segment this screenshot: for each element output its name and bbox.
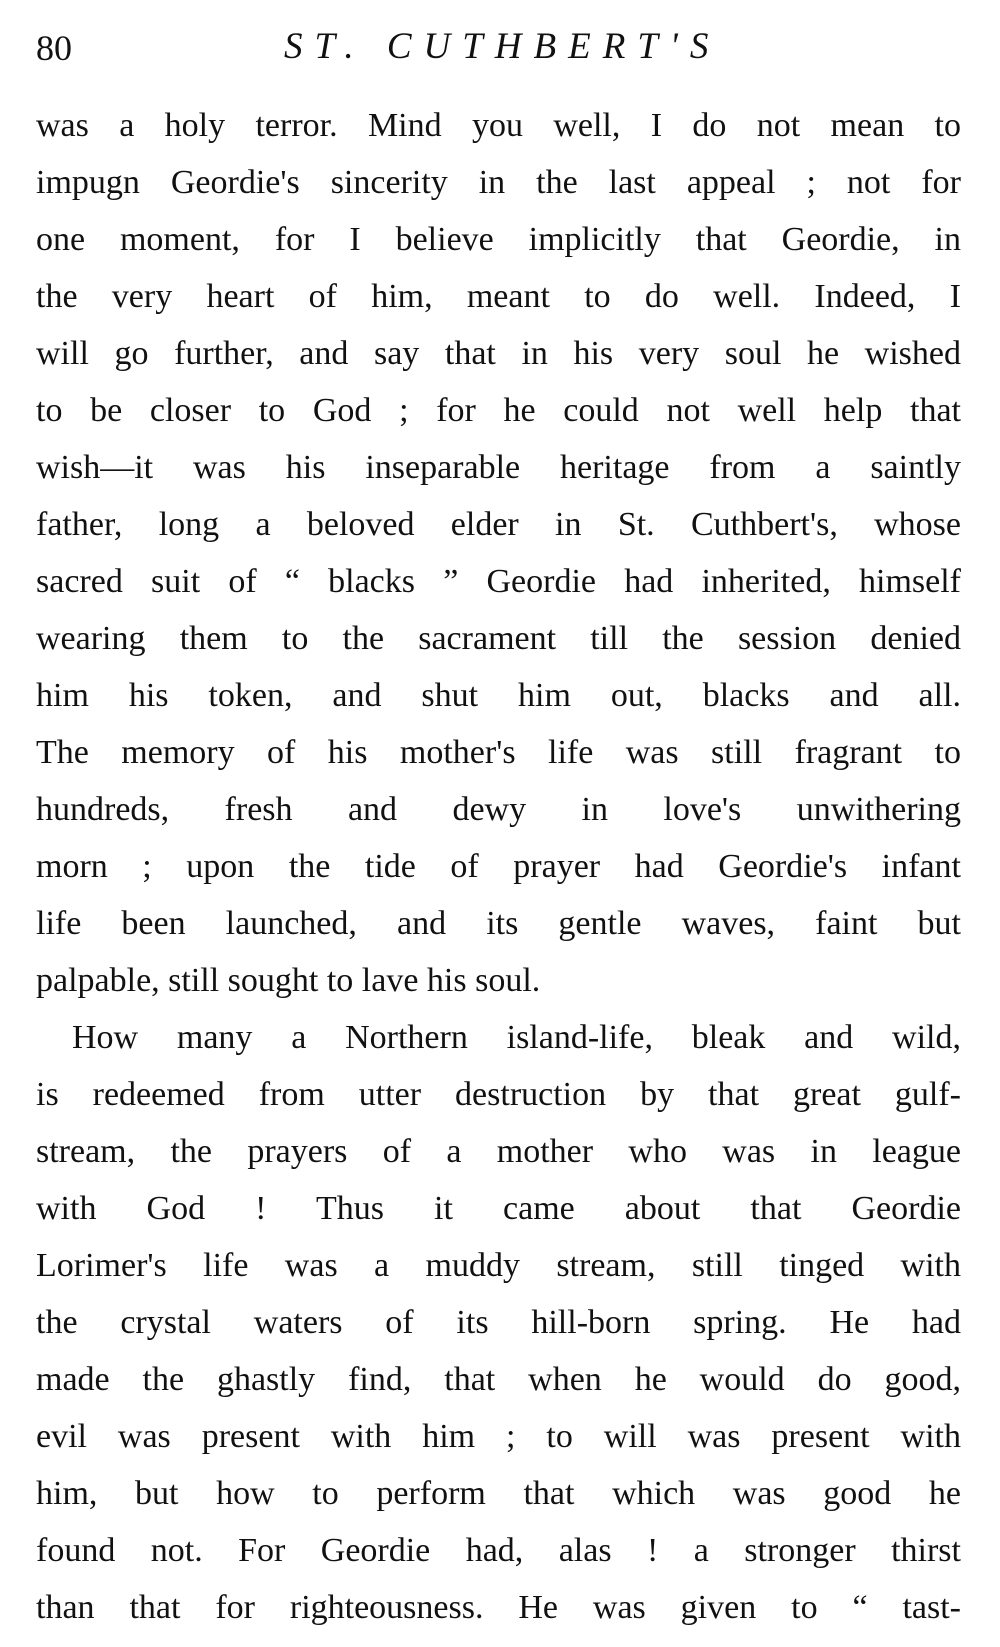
text-line: him his token, and shut him out, blacks and all. xyxy=(36,677,961,714)
paragraph-first-line: How many a Northern island-life, bleak and wild, xyxy=(72,1019,961,1056)
text-line: wearing them to the sacrament till the session denied xyxy=(36,620,961,657)
text-line: one moment, for I believe implicitly that Geordie, in xyxy=(36,221,961,258)
body-text xyxy=(36,97,961,1636)
text-line: the very heart of him, meant to do well. Indeed, I xyxy=(36,278,961,315)
text-line: morn ; upon the tide of prayer had Geordie's infant xyxy=(36,848,961,885)
text-line: than that for righteousness. He was given to “ tast- xyxy=(36,1589,961,1626)
text-line: father, long a beloved elder in St. Cuthbert's, whose xyxy=(36,506,961,543)
text-line: to be closer to God ; for he could not well help that xyxy=(36,392,961,429)
text-line: him, but how to perform that which was good he xyxy=(36,1475,961,1512)
paragraph-end-line: palpable, still sought to lave his soul. xyxy=(36,962,541,999)
page-number: 80 xyxy=(36,28,72,68)
text-line: sacred suit of “ blacks ” Geordie had inherited, himself xyxy=(36,563,961,600)
text-line: will go further, and say that in his very soul he wished xyxy=(36,335,961,372)
text-line: life been launched, and its gentle waves, faint but xyxy=(36,905,961,942)
text-line: Lorimer's life was a muddy stream, still tinged with xyxy=(36,1247,961,1284)
text-line: is redeemed from utter destruction by that great gulf- xyxy=(36,1076,961,1113)
text-line: made the ghastly find, that when he would do good, xyxy=(36,1361,961,1398)
page-header xyxy=(36,22,961,82)
text-line: wish—it was his inseparable heritage from a saintly xyxy=(36,449,961,486)
running-head: ST. CUTHBERT'S xyxy=(284,26,721,67)
text-line: with God ! Thus it came about that Geordie xyxy=(36,1190,961,1227)
text-line: stream, the prayers of a mother who was in league xyxy=(36,1133,961,1170)
text-line: The memory of his mother's life was still fragrant to xyxy=(36,734,961,771)
text-line: impugn Geordie's sincerity in the last appeal ; not for xyxy=(36,164,961,201)
text-line: the crystal waters of its hill-born spring. He had xyxy=(36,1304,961,1341)
text-line: evil was present with him ; to will was present with xyxy=(36,1418,961,1455)
text-line: was a holy terror. Mind you well, I do not mean to xyxy=(36,107,961,144)
text-line: found not. For Geordie had, alas ! a stronger thirst xyxy=(36,1532,961,1569)
text-line: hundreds, fresh and dewy in love's unwithering xyxy=(36,791,961,828)
